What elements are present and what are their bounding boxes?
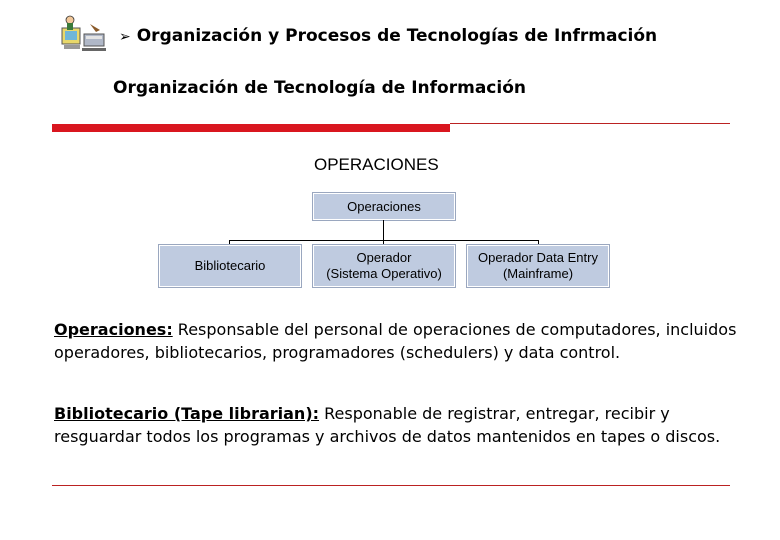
slide-subtitle: Organización de Tecnología de Información <box>113 78 526 98</box>
org-box-operador <box>313 245 455 287</box>
org-box-bibliotecario <box>159 245 301 287</box>
arrow-bullet-icon: ➢ <box>119 29 131 45</box>
computer-clipart-icon <box>60 14 108 54</box>
term-operaciones: Operaciones: <box>54 320 173 339</box>
connector-horizontal <box>229 240 539 241</box>
slide-title: Organización y Procesos de Tecnologías de Infrmación <box>136 26 658 46</box>
org-box-operador-data-entry <box>467 245 609 287</box>
paragraph-bibliotecario <box>54 402 744 448</box>
connector-root-vertical <box>383 220 384 240</box>
org-box-sublabel: (Mainframe) <box>502 266 574 281</box>
org-box-sublabel: (Sistema Operativo) <box>326 266 442 281</box>
bottom-divider-line <box>52 485 730 486</box>
definition-operaciones: Responsable del personal de operaciones de computadores, incluidos operadores, bibliotecarios, programadores (schedulers) y data control. <box>54 320 737 362</box>
org-box-root <box>313 193 455 220</box>
org-box-label: Operador <box>356 250 412 265</box>
org-box-label: Operador Data Entry <box>478 250 598 265</box>
header-title-row <box>119 26 657 46</box>
thin-divider-line <box>450 123 730 124</box>
org-chart-title: OPERACIONES <box>314 155 439 174</box>
paragraph-operaciones <box>54 318 744 364</box>
term-bibliotecario: Bibliotecario (Tape librarian): <box>54 404 320 423</box>
org-box-root-label: Operaciones <box>347 198 421 214</box>
definition-bibliotecario: Responable de registrar, entregar, recibir y resguardar todos los programas y archivos de datos mantenidos en tapes o discos. <box>54 404 721 446</box>
red-divider-bar <box>52 124 450 132</box>
org-box-label: Bibliotecario <box>194 258 266 273</box>
